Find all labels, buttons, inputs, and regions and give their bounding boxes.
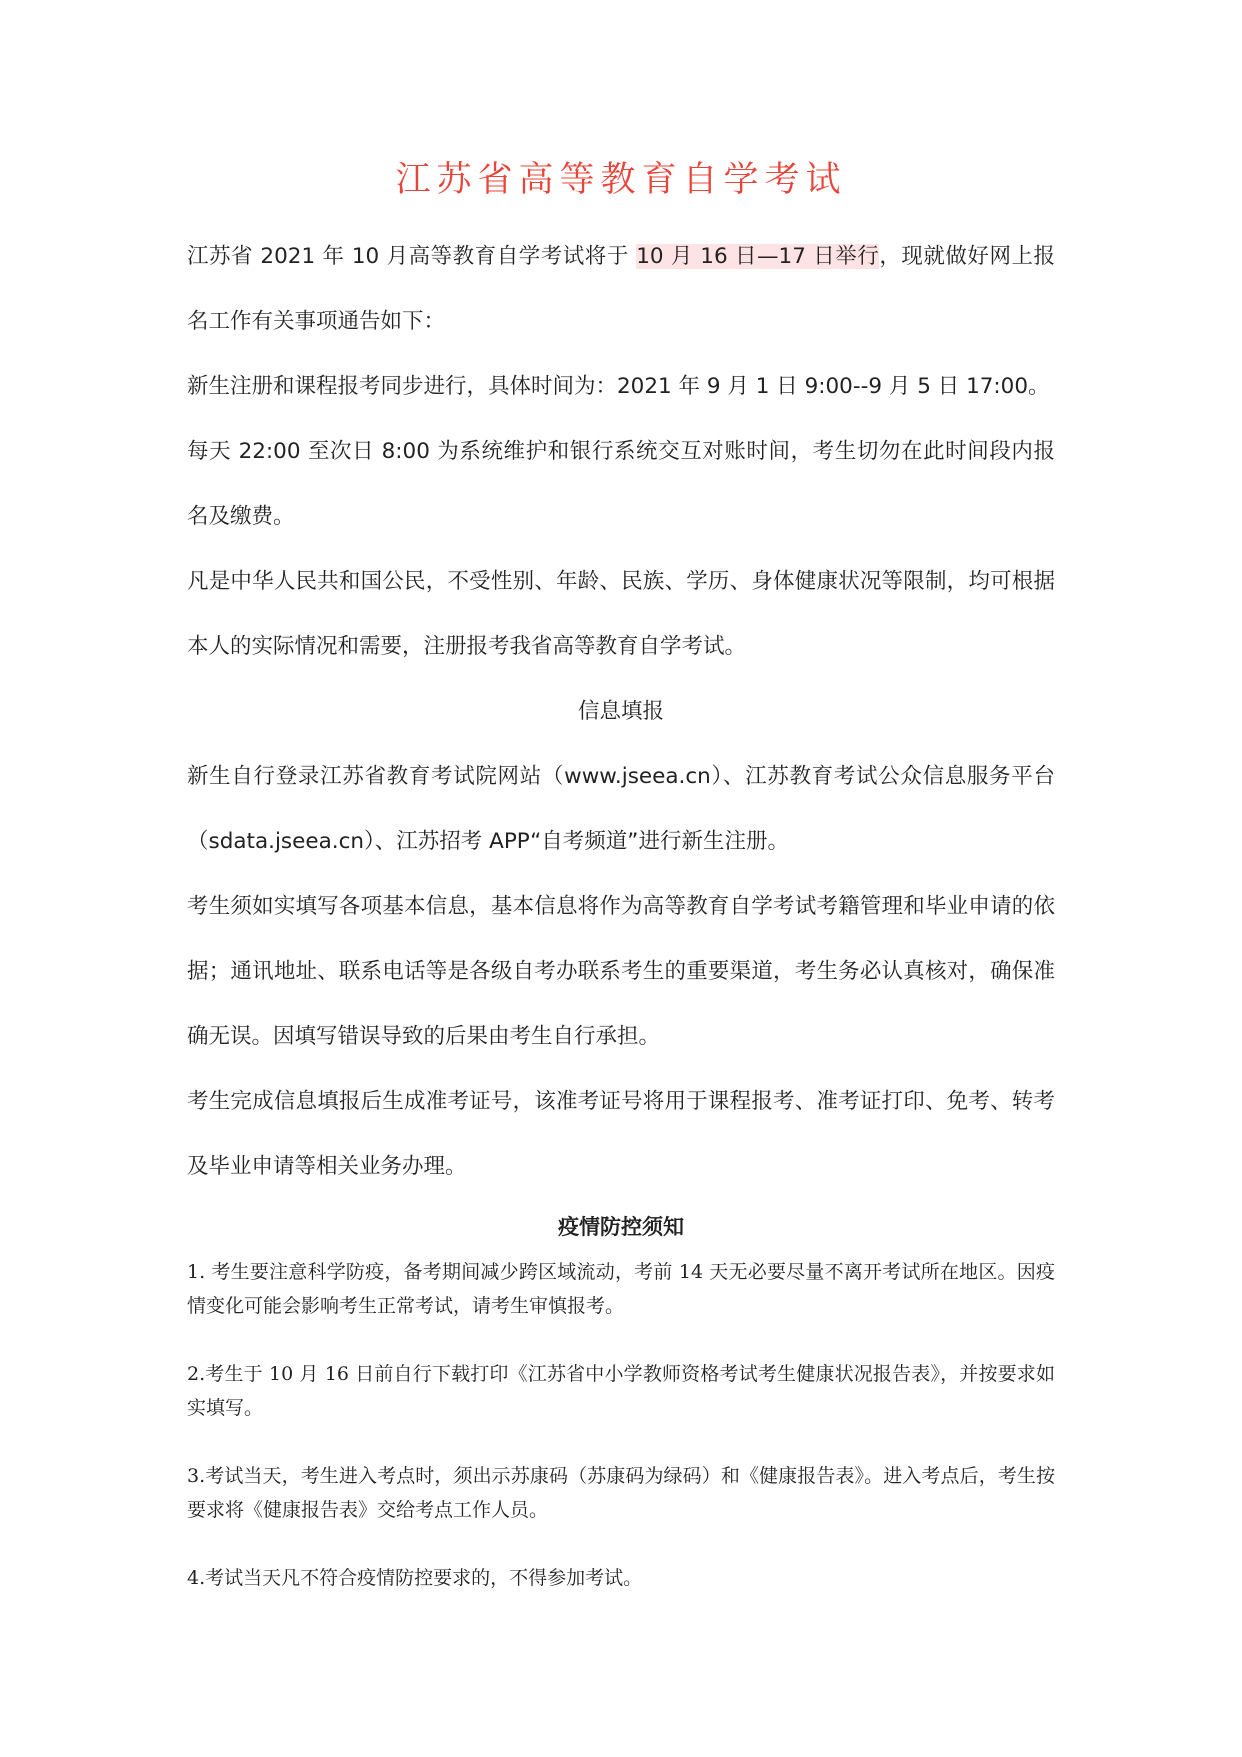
intro-text-before: 江苏省 2021 年 10 月高等教育自学考试将于 bbox=[187, 244, 637, 269]
paragraph: 考生须如实填写各项基本信息，基本信息将作为高等教育自学考试考籍管理和毕业申请的依据；通讯地址、联系电话等是各级自考办联系考生的重要渠道，考生务必认真核对，确保准确无误。因填写错误导致的后果由考生自行承担。 bbox=[187, 894, 1055, 1049]
exam-date-highlight: 10 月 16 日—17 日举行 bbox=[636, 244, 880, 269]
paragraph: 凡是中华人民共和国公民，不受性别、年龄、民族、学历、身体健康状况等限制，均可根据本人的实际情况和需要，注册报考我省高等教育自学考试。 bbox=[187, 569, 1055, 659]
paragraph: 新生自行登录江苏省教育考试院网站（www.jseea.cn）、江苏教育考试公众信息服务平台（sdata.jseea.cn）、江苏招考 APP“自考频道”进行新生注册。 bbox=[187, 764, 1055, 854]
section-heading-epidemic: 疫情防控须知 bbox=[558, 1215, 684, 1239]
list-item: 1. 考生要注意科学防疫，备考期间减少跨区域流动，考前 14 天无必要尽量不离开考试所在地区。因疫情变化可能会影响考生正常考试，请考生审慎报考。 bbox=[187, 1261, 1055, 1317]
list-item: 2.考生于 10 月 16 日前自行下载打印《江苏省中小学教师资格考试考生健康状况报告表》，并按要求如实填写。 bbox=[187, 1363, 1055, 1419]
document-title: 江苏省高等教育自学考试 bbox=[395, 160, 847, 200]
document-page bbox=[187, 150, 1055, 1629]
paragraph: 考生完成信息填报后生成准考证号，该准考证号将用于课程报考、准考证打印、免考、转考及毕业申请等相关业务办理。 bbox=[187, 1089, 1055, 1179]
paragraph: 新生注册和课程报考同步进行，具体时间为：2021 年 9 月 1 日 9:00--9 月 5 日 17:00。 bbox=[187, 374, 1050, 399]
subheading-info-fill: 信息填报 bbox=[577, 699, 664, 724]
paragraph: 每天 22:00 至次日 8:00 为系统维护和银行系统交互对账时间，考生切勿在此时间段内报名及缴费。 bbox=[187, 439, 1055, 529]
intro-text-after: ，现就做好网上报名工作有关事项通告如下： bbox=[187, 244, 1055, 334]
list-item: 3.考试当天，考生进入考点时，须出示苏康码（苏康码为绿码）和《健康报告表》。进入考点后，考生按要求将《健康报告表》交给考点工作人员。 bbox=[187, 1465, 1055, 1521]
list-item: 4.考试当天凡不符合疫情防控要求的，不得参加考试。 bbox=[187, 1567, 643, 1589]
intro-paragraph bbox=[187, 224, 1055, 354]
